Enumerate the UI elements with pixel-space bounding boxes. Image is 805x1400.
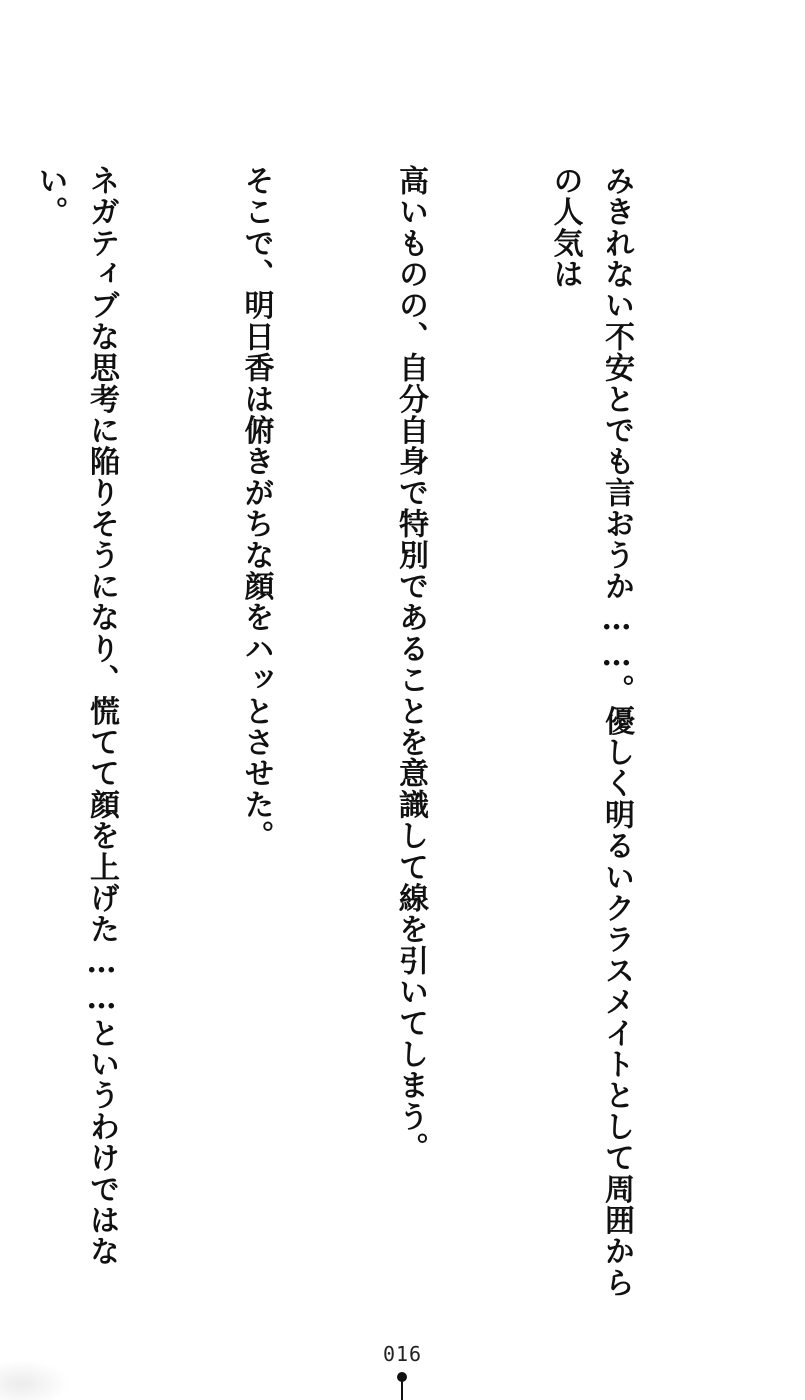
- text-line: みきれない不安とでも言おうか……。優しく明るいクラスメイトとして周囲からの人気は: [547, 165, 634, 1299]
- page-marker-line: [401, 1380, 403, 1400]
- vertical-text-body: [32, 165, 745, 1325]
- text-line: ネガティブな思考に陥りそうになり、慌てて顔を上げた……というわけではない。: [32, 165, 119, 1267]
- text-line: 高いものの、自分自身で特別であることを意識して線を引いてしまう。: [393, 165, 428, 1164]
- text-line: そこで、明日香は俯きがちな顔をハッとさせた。: [238, 165, 274, 852]
- page-number: 016: [382, 1342, 423, 1366]
- scan-smudge: [0, 1360, 70, 1400]
